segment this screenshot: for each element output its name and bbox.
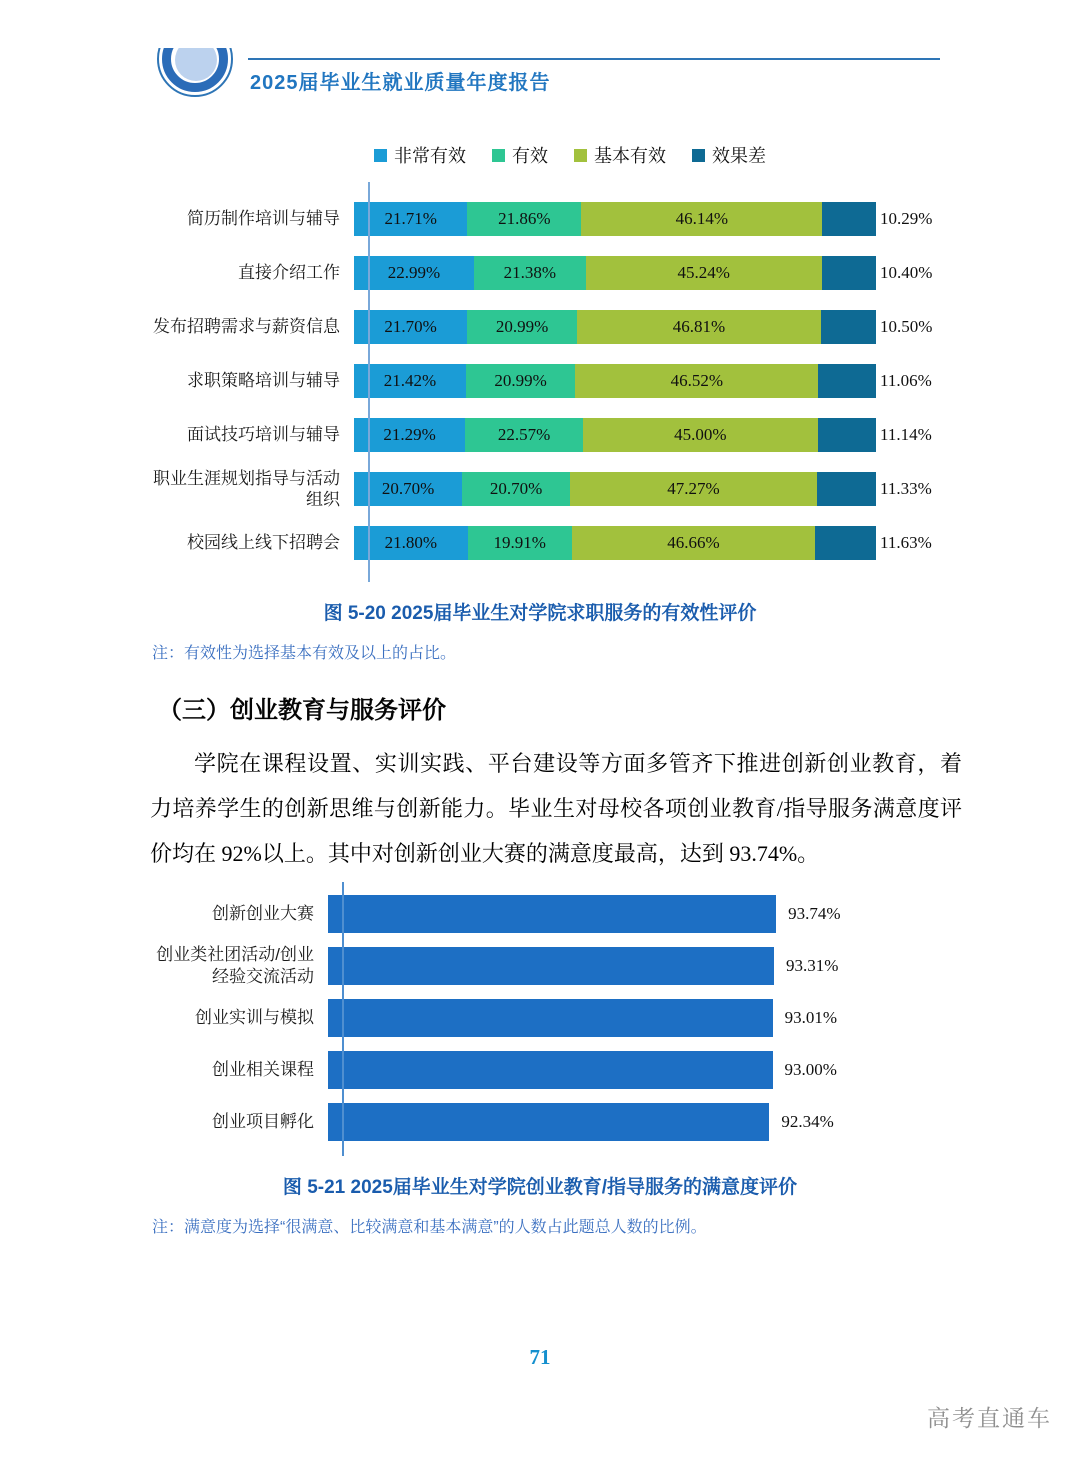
page-number: 71 (529, 1345, 551, 1369)
chart-bar-row (150, 300, 1080, 354)
bar-segment: 21.38% (474, 256, 586, 290)
value-label: 11.06% (880, 371, 932, 390)
header-divider (248, 58, 940, 60)
figure-note-5-21: 注：满意度为选择“很满意、比较满意和基本满意”的人数占此题总人数的比例。 (152, 1219, 707, 1236)
bar-segment (822, 256, 876, 290)
value-label: 93.00% (784, 1060, 837, 1079)
legend-item (492, 142, 548, 168)
chart-legend (60, 144, 1080, 166)
figure-caption-5-20: 图 5-20 2025届毕业生对学院求职服务的有效性评价 (323, 603, 757, 624)
bar (328, 947, 774, 985)
category-label: 面试技巧培训与辅导 (187, 425, 340, 445)
legend-swatch (374, 149, 387, 162)
bar-segment: 21.70% (354, 310, 467, 344)
legend-item (692, 142, 766, 168)
legend-label: 有效 (512, 146, 548, 166)
value-label: 93.01% (784, 1008, 838, 1027)
value-label: 11.63% (880, 533, 932, 552)
bar-segment: 46.52% (575, 364, 818, 398)
legend-swatch (492, 149, 505, 162)
category-label: 求职策略培训与辅导 (187, 371, 340, 391)
bar-segment: 45.00% (583, 418, 818, 452)
category-label: 职业生涯规划指导与活动组织 (153, 468, 340, 509)
value-label: 10.29% (880, 209, 933, 228)
bar-segment: 46.14% (581, 202, 822, 236)
bar-segment: 20.99% (466, 364, 576, 398)
bar-segment: 20.70% (462, 472, 570, 506)
bar-segment (818, 418, 876, 452)
legend-swatch (692, 149, 705, 162)
bar (328, 1103, 769, 1141)
value-label: 93.31% (786, 956, 839, 975)
bar-segment: 21.86% (467, 202, 581, 236)
chart-bar-row (150, 462, 1080, 516)
value-label: 92.34% (781, 1112, 834, 1131)
value-label: 10.40% (880, 263, 933, 282)
value-label: 11.14% (880, 425, 932, 444)
bar-segment: 22.99% (354, 256, 474, 290)
bar (328, 1051, 773, 1089)
bar-segment: 22.57% (465, 418, 583, 452)
watermark: 高考直通车 (927, 1405, 1052, 1431)
bar-segment (815, 526, 876, 560)
bar-segment: 19.91% (468, 526, 572, 560)
category-label: 简历制作培训与辅导 (187, 209, 340, 229)
legend-item (574, 142, 666, 168)
bar-segment (817, 472, 876, 506)
legend-label: 非常有效 (394, 146, 466, 166)
figure-caption-5-21: 图 5-21 2025届毕业生对学院创业教育/指导服务的满意度评价 (282, 1177, 798, 1198)
value-label: 11.33% (880, 479, 932, 498)
bar-segment: 20.99% (467, 310, 577, 344)
bar-segment: 21.71% (354, 202, 467, 236)
chart-bar-row (150, 992, 1080, 1044)
bar-segment: 46.81% (577, 310, 821, 344)
category-label: 创业实训与模拟 (195, 1007, 314, 1027)
bar-segment: 21.29% (354, 418, 465, 452)
legend-item (374, 142, 466, 168)
chart-bar-row (150, 354, 1080, 408)
chart-bar-row (150, 516, 1080, 570)
stacked-bar (354, 310, 876, 344)
bar-segment: 21.80% (354, 526, 468, 560)
bar-segment (818, 364, 876, 398)
effectiveness-chart (0, 144, 1080, 582)
bar (328, 999, 773, 1037)
bar-segment: 46.66% (572, 526, 816, 560)
value-label: 10.50% (880, 317, 933, 336)
legend-label: 基本有效 (594, 146, 666, 166)
bar-segment: 20.70% (354, 472, 462, 506)
legend-swatch (574, 149, 587, 162)
chart-bar-row (150, 192, 1080, 246)
header-title: 2025届毕业生就业质量年度报告 (250, 72, 551, 94)
stacked-bar (354, 364, 876, 398)
chart-bar-row (150, 1096, 1080, 1148)
stacked-bar (354, 202, 876, 236)
category-label: 创新创业大赛 (212, 903, 314, 923)
stacked-bar (354, 526, 876, 560)
chart-axis-line (368, 182, 370, 582)
legend-label: 效果差 (712, 146, 766, 166)
stacked-bar (354, 472, 876, 506)
bar-segment: 47.27% (570, 472, 817, 506)
stacked-bar (354, 418, 876, 452)
bar (328, 895, 776, 933)
section-heading: （三）创业教育与服务评价 (158, 697, 446, 724)
chart-bar-row (150, 940, 1080, 992)
chart-bar-row (150, 1044, 1080, 1096)
chart-bar-row (150, 408, 1080, 462)
category-label: 直接介绍工作 (238, 263, 340, 283)
chart-axis-line (342, 882, 344, 1156)
satisfaction-chart (0, 882, 1080, 1156)
bar-segment: 45.24% (586, 256, 822, 290)
satisfaction-rows (150, 882, 1080, 1156)
chart-bar-row (150, 888, 1080, 940)
category-label: 发布招聘需求与薪资信息 (153, 317, 340, 337)
school-logo (156, 48, 240, 104)
category-label: 创业项目孵化 (212, 1111, 314, 1131)
bar-segment (821, 310, 876, 344)
chart-bar-row (150, 246, 1080, 300)
category-label: 创业相关课程 (212, 1059, 314, 1079)
category-label: 创业类社团活动/创业经验交流活动 (156, 944, 314, 986)
effectiveness-rows (150, 182, 1080, 582)
category-label: 校园线上线下招聘会 (187, 533, 340, 553)
bar-segment (822, 202, 876, 236)
figure-note-5-20: 注：有效性为选择基本有效及以上的占比。 (152, 645, 457, 662)
section-paragraph: 学院在课程设置、实训实践、平台建设等方面多管齐下推进创新创业教育，着力培养学生的创新思维与创新能力。毕业生对母校各项创业教育/指导服务满意度评价均在 92%以上。其中对创新创业大赛的满意度最高，达到 93.74%。 (150, 751, 962, 866)
value-label: 93.74% (788, 904, 841, 923)
stacked-bar (354, 256, 876, 290)
bar-segment: 21.42% (354, 364, 466, 398)
